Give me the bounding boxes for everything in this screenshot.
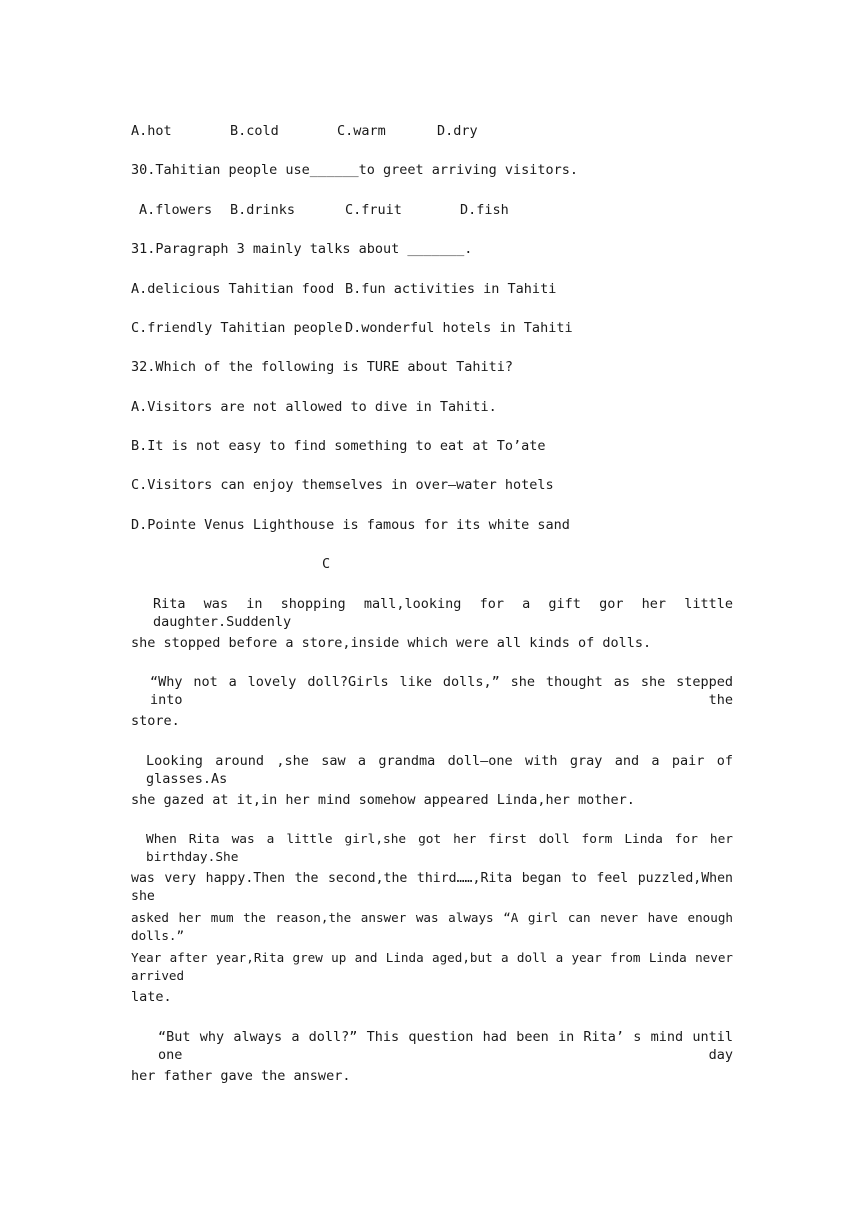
passage-line: late. bbox=[131, 989, 172, 1005]
passage-line: “Why not a lovely doll?Girls like dolls,” she thought as she stepped into the bbox=[150, 674, 733, 708]
passage-line: Rita was in shopping mall,looking for a gift gor her little daughter.Suddenly bbox=[153, 596, 733, 630]
q32-option-a: A.Visitors are not allowed to dive in Tahiti. bbox=[131, 399, 497, 415]
q29-option-d: D.dry bbox=[437, 123, 478, 139]
q30-option-c: C.fruit bbox=[345, 202, 402, 218]
passage-line: Looking around ,she saw a grandma doll—one with gray and a pair of glasses.As bbox=[146, 753, 733, 787]
q29-option-a: A.hot bbox=[131, 123, 172, 139]
q31-stem: 31.Paragraph 3 mainly talks about _______. bbox=[131, 241, 473, 257]
q31-option-a: A.delicious Tahitian food bbox=[131, 281, 335, 297]
passage-line: Year after year,Rita grew up and Linda aged,but a doll a year from Linda never arrived bbox=[131, 950, 733, 983]
q30-stem: 30.Tahitian people use______to greet arriving visitors. bbox=[131, 162, 579, 178]
q32-option-c: C.Visitors can enjoy themselves in over—water hotels bbox=[131, 477, 554, 493]
q32-stem: 32.Which of the following is TURE about Tahiti? bbox=[131, 359, 514, 375]
passage-line: her father gave the answer. bbox=[131, 1068, 351, 1084]
passage-line: When Rita was a little girl,she got her first doll form Linda for her birthday.She bbox=[146, 832, 733, 865]
q30-option-d: D.fish bbox=[460, 202, 509, 218]
q31-option-d: D.wonderful hotels in Tahiti bbox=[345, 320, 573, 336]
passage-line: she gazed at it,in her mind somehow appeared Linda,her mother. bbox=[131, 792, 635, 808]
q32-option-b: B.It is not easy to find something to eat at To’ate bbox=[131, 438, 546, 454]
q29-option-c: C.warm bbox=[337, 123, 386, 139]
q32-option-d: D.Pointe Venus Lighthouse is famous for its white sand bbox=[131, 517, 570, 533]
passage-line: asked her mum the reason,the answer was always “A girl can never have enough dolls.” bbox=[131, 910, 733, 943]
section-heading: C bbox=[322, 556, 331, 572]
q29-option-b: B.cold bbox=[230, 123, 279, 139]
q31-option-c: C.friendly Tahitian people bbox=[131, 320, 343, 336]
passage-line: “But why always a doll?” This question had been in Rita’ s mind until one day bbox=[158, 1029, 733, 1063]
passage-line: she stopped before a store,inside which were all kinds of dolls. bbox=[131, 635, 652, 651]
passage-line: store. bbox=[131, 713, 180, 729]
q31-option-b: B.fun activities in Tahiti bbox=[345, 281, 557, 297]
q30-option-a: A.flowers bbox=[139, 202, 213, 218]
passage-line: was very happy.Then the second,the third……,Rita began to feel puzzled,When she bbox=[131, 871, 733, 904]
q30-option-b: B.drinks bbox=[230, 202, 296, 218]
